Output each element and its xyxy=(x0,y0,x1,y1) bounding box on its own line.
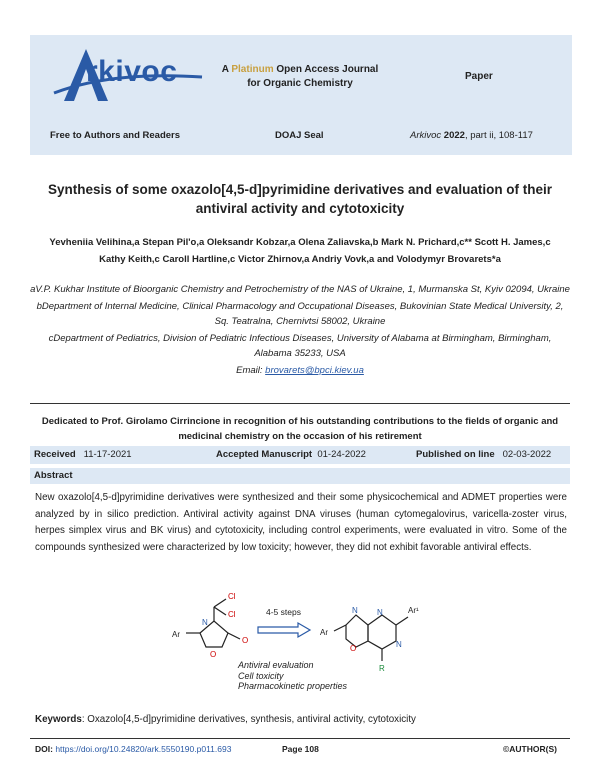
ar1-label: Ar¹ xyxy=(408,606,419,615)
journal-header xyxy=(30,35,572,155)
affiliation-b: bDepartment of Internal Medicine, Clinical Pharmacology and Occupational Diseases, Bukovinian State Medical University, 2, Sq. Teatralna, Chernivtsi 58002, Ukraine xyxy=(36,301,564,327)
article-type: Paper xyxy=(465,71,493,82)
divider xyxy=(30,403,570,404)
o-label: O xyxy=(210,650,217,659)
platinum-label: Platinum xyxy=(231,64,274,75)
n-label: N xyxy=(352,606,358,615)
accepted-date: Accepted Manuscript 01-24-2022 xyxy=(216,449,366,460)
doaj-seal-label: DOAJ Seal xyxy=(275,130,324,141)
cl-label: Cl xyxy=(228,592,236,601)
o-label: O xyxy=(242,636,249,645)
author-list: Yevheniia Velihina,a Stepan Pil'o,a Oleksandr Kobzar,a Olena Zaliavska,b Mark N. Prichard,c** Scott H. James,c Kathy Keith,c Caroll Hartline,c Victor Zhirnov,a Andriy Vovk,a and Volodymyr Brovarets*a xyxy=(49,237,551,265)
n-label: N xyxy=(377,608,383,617)
email-link[interactable]: brovarets@bpci.kiev.ua xyxy=(265,365,364,376)
free-label: Free to Authors and Readers xyxy=(50,130,181,141)
article-title: Synthesis of some oxazolo[4,5-d]pyrimidine derivatives and evaluation of their antiviral activity and cytotoxicity xyxy=(47,182,553,216)
dedication: Dedicated to Prof. Girolamo Cirrincione in recognition of his outstanding contributions to the fields of organic and medicinal chemistry on the occasion of his retirement xyxy=(41,416,559,442)
doi-link[interactable]: https://doi.org/10.24820/ark.5550190.p011.693 xyxy=(55,744,232,754)
scheme-caption: Antiviral evaluation Cell toxicity Pharmacokinetic properties xyxy=(238,660,348,691)
page-number: Page 108 xyxy=(282,744,319,754)
abstract-text: New oxazolo[4,5-d]pyrimidine derivatives were synthesized and their some physicochemical and ADMET properties were analyzed by in silico prediction. Antiviral activity against DNA viruses (human cytomegalovirus, varicella-zoster virus, herpes simplex virus and BK virus) and cytotoxicity, including control experiments, were evaluated in vitro. Some of the compounds synthesized were characterized by low toxicity; however, they did not exhibit favorable antiviral effects. xyxy=(35,492,567,553)
journal-description: A Platinum Open Access Journal for Organic Chemistry xyxy=(221,64,379,89)
reactant-structure xyxy=(186,599,240,647)
citation: Arkivoc 2022, part ii, 108-117 xyxy=(410,130,533,141)
r-label: R xyxy=(379,664,385,673)
abstract-heading: Abstract xyxy=(30,468,570,484)
dates-bar xyxy=(30,446,570,464)
ar-label: Ar xyxy=(172,630,180,639)
affiliation-a: aV.P. Kukhar Institute of Bioorganic Chemistry and Petrochemistry of the NAS of Ukraine, 1, Murmanska St, Kyiv 02094, Ukraine xyxy=(30,284,570,295)
n-label: N xyxy=(202,618,208,627)
published-date: Published on line 02-03-2022 xyxy=(416,449,552,460)
affiliation-c: cDepartment of Pediatrics, Division of Pediatric Infectious Diseases, University of Alabama at Birmingham, Birmingham, Alabama 35233, USA xyxy=(48,333,552,359)
o-label: O xyxy=(350,644,357,653)
affiliations xyxy=(30,282,570,380)
footer-divider xyxy=(30,738,570,739)
arrow-label: 4-5 steps xyxy=(266,607,301,617)
logo-wordmark: rkivoc xyxy=(86,55,178,88)
reaction-arrow xyxy=(258,623,310,637)
n-label: N xyxy=(396,640,402,649)
ar-label: Ar xyxy=(320,628,328,637)
doi: DOI: https://doi.org/10.24820/ark.5550190.p011.693 xyxy=(35,744,232,754)
email-line: Email: brovarets@bpci.kiev.ua xyxy=(236,365,364,376)
keywords: Keywords: Oxazolo[4,5-d]pyrimidine derivatives, synthesis, antiviral activity, cytotoxicity xyxy=(35,714,416,725)
product-structure xyxy=(334,615,408,661)
received-date: Received 11-17-2021 xyxy=(34,449,132,460)
copyright: ©AUTHOR(S) xyxy=(503,744,557,754)
cl-label: Cl xyxy=(228,610,236,619)
